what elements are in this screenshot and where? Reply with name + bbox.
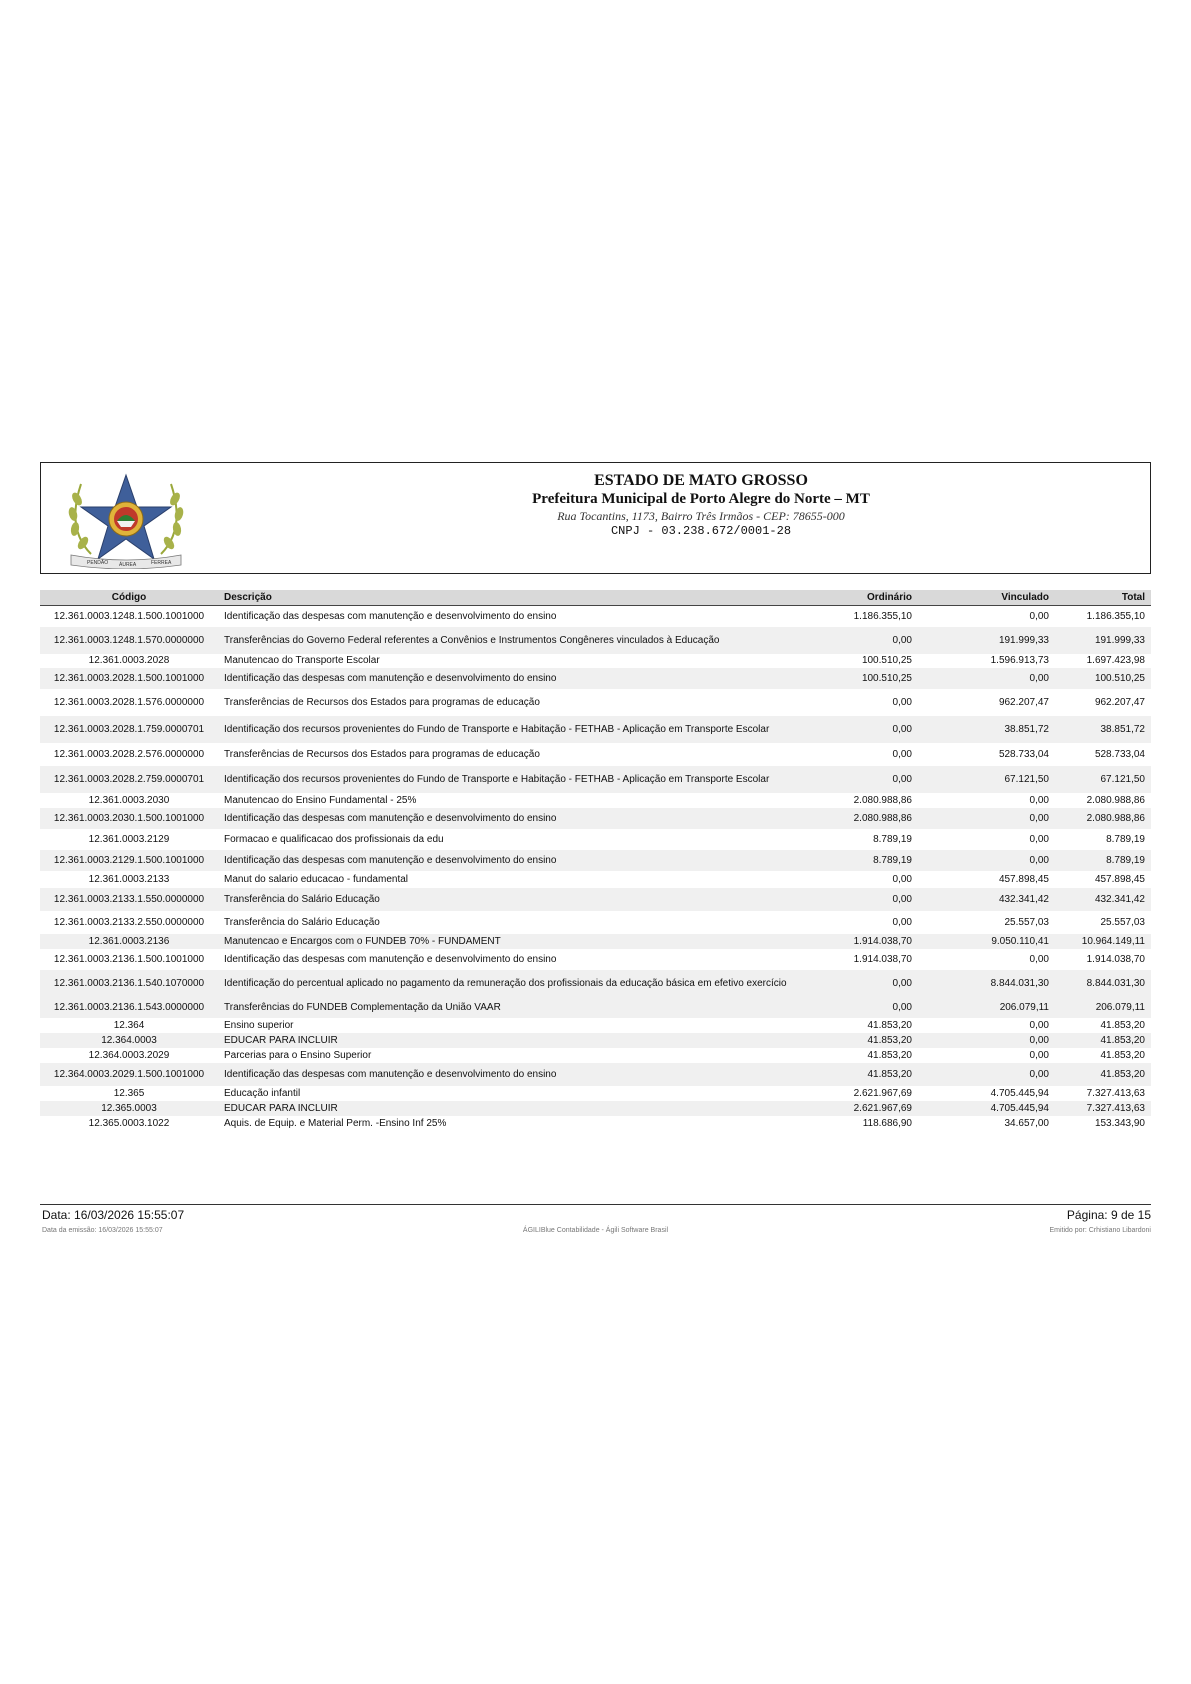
table-header-row [40, 590, 1151, 606]
cell-descricao: Transferências do Governo Federal referentes a Convênios e Instrumentos Congêneres vinculados à Educação [218, 627, 800, 654]
cell-codigo: 12.361.0003.2028.1.759.0000701 [40, 716, 218, 743]
cell-total: 2.080.988,86 [1055, 808, 1151, 829]
col-header-descricao: Descrição [218, 590, 800, 606]
cell-ordinario: 41.853,20 [800, 1063, 918, 1086]
col-header-codigo: Código [40, 590, 218, 606]
cell-vinculado: 0,00 [1029, 794, 1049, 806]
cnpj: CNPJ - 03.238.672/0001-28 [610, 524, 792, 538]
cell-codigo: 12.361.0003.2129 [88, 833, 170, 845]
cell-vinculado: 0,00 [1029, 833, 1049, 845]
cell-vinculado: 432.341,42 [918, 888, 1055, 911]
cell-vinculado: 0,00 [1029, 610, 1049, 622]
cell-total: 528.733,04 [1094, 748, 1145, 760]
cell-ordinario: 100.510,25 [800, 668, 918, 689]
cell-codigo: 12.364.0003.2029.1.500.1001000 [40, 1063, 218, 1086]
cell-vinculado: 67.121,50 [918, 766, 1055, 793]
cell-total: 153.343,90 [1094, 1117, 1145, 1129]
cell-vinculado: 9.050.110,41 [918, 934, 1055, 949]
table-row [40, 888, 1151, 911]
table-row [40, 970, 1151, 997]
cell-vinculado: 38.851,72 [918, 716, 1055, 743]
footer-page-number: Página: 9 de 15 [1066, 1208, 1151, 1222]
table-body [40, 606, 1151, 1131]
crest-motto-1: PENDÃO [87, 560, 109, 566]
table-row [40, 1101, 1151, 1116]
cell-vinculado: 0,00 [1029, 953, 1049, 965]
cell-descricao: Transferência do Salário Educação [218, 888, 800, 911]
report-header [40, 462, 1151, 574]
cell-ordinario: 1.914.038,70 [800, 934, 918, 949]
cell-total: 38.851,72 [1055, 716, 1151, 743]
cell-vinculado: 0,00 [1029, 1049, 1049, 1061]
cell-total: 10.964.149,11 [1055, 934, 1151, 949]
cell-codigo: 12.361.0003.2133 [88, 873, 170, 885]
cell-vinculado: 0,00 [918, 1033, 1055, 1048]
table-row [40, 949, 1151, 970]
cell-codigo: 12.361.0003.2136.1.500.1001000 [53, 953, 205, 965]
cell-descricao: Identificação do percentual aplicado no pagamento da remuneração dos profissionais da educação básica em efetivo exercício [218, 970, 800, 997]
expense-table [40, 590, 1151, 1131]
cell-codigo: 12.361.0003.2030.1.500.1001000 [40, 808, 218, 829]
cell-total: 41.853,20 [1100, 1049, 1145, 1061]
table-row [40, 997, 1151, 1018]
cell-ordinario: 0,00 [800, 766, 918, 793]
cell-ordinario: 8.789,19 [800, 850, 918, 871]
cell-descricao: Identificação das despesas com manutenção e desenvolvimento do ensino [218, 850, 800, 871]
table-row [40, 934, 1151, 949]
cell-ordinario: 0,00 [892, 873, 912, 885]
cell-codigo: 12.361.0003.2133.2.550.0000000 [53, 916, 205, 928]
footer-software: ÁGILIBlue Contabilidade - Ágili Software Brasil [522, 1227, 669, 1234]
cell-vinculado: 0,00 [1029, 1019, 1049, 1031]
cell-descricao: Transferência do Salário Educação [224, 916, 380, 928]
col-header-ordinario: Ordinário [800, 590, 918, 606]
cell-descricao: Transferências de Recursos dos Estados para programas de educação [224, 696, 540, 708]
cell-descricao: Identificação dos recursos provenientes do Fundo de Transporte e Habitação - FETHAB - Aplicação em Transporte Escolar [218, 716, 800, 743]
prefeitura-name: Prefeitura Municipal de Porto Alegre do Norte – MT [532, 491, 870, 507]
table-row [40, 829, 1151, 850]
cell-descricao: Transferências do FUNDEB Complementação da União VAAR [218, 997, 800, 1018]
cell-codigo: 12.361.0003.2028.2.576.0000000 [53, 748, 205, 760]
cell-descricao: Ensino superior [224, 1019, 294, 1031]
cell-ordinario: 0,00 [892, 748, 912, 760]
cell-total: 100.510,25 [1055, 668, 1151, 689]
cell-descricao: EDUCAR PARA INCLUIR [218, 1033, 800, 1048]
cell-ordinario: 0,00 [800, 970, 918, 997]
cell-descricao: Identificação das despesas com manutenção e desenvolvimento do ensino [218, 668, 800, 689]
cell-vinculado: 0,00 [918, 1063, 1055, 1086]
cell-codigo: 12.365.0003 [40, 1101, 218, 1116]
table-row [40, 716, 1151, 743]
cell-descricao: Parcerias para o Ensino Superior [224, 1049, 372, 1061]
cell-total: 206.079,11 [1055, 997, 1151, 1018]
cell-vinculado: 8.844.031,30 [918, 970, 1055, 997]
cell-total: 457.898,45 [1094, 873, 1145, 885]
cell-ordinario: 2.080.988,86 [853, 794, 912, 806]
municipal-crest-logo [51, 469, 201, 569]
table-row [40, 911, 1151, 934]
cell-total: 962.207,47 [1094, 696, 1145, 708]
cell-ordinario: 118.686,90 [862, 1117, 912, 1129]
col-header-vinculado: Vinculado [918, 590, 1055, 606]
cell-codigo: 12.361.0003.2028.2.759.0000701 [40, 766, 218, 793]
cell-total: 8.789,19 [1055, 850, 1151, 871]
cell-ordinario: 1.186.355,10 [853, 610, 912, 622]
cell-vinculado: 0,00 [918, 850, 1055, 871]
cell-descricao: Identificação das despesas com manutenção e desenvolvimento do ensino [218, 1063, 800, 1086]
table-row [40, 871, 1151, 888]
cell-codigo: 12.361.0003.2030 [88, 794, 170, 806]
table-row [40, 689, 1151, 716]
table-row [40, 627, 1151, 654]
cell-vinculado: 25.557,03 [1004, 916, 1049, 928]
table-row [40, 1086, 1151, 1101]
cell-codigo: 12.364.0003 [40, 1033, 218, 1048]
cell-total: 2.080.988,86 [1086, 794, 1145, 806]
cell-ordinario: 41.853,20 [867, 1049, 912, 1061]
cell-total: 41.853,20 [1100, 1019, 1145, 1031]
cell-total: 41.853,20 [1055, 1033, 1151, 1048]
header-text-block [301, 471, 1101, 538]
cell-codigo: 12.361.0003.2028.1.576.0000000 [53, 696, 205, 708]
cell-vinculado: 528.733,04 [998, 748, 1049, 760]
cell-vinculado: 4.705.445,94 [918, 1101, 1055, 1116]
cell-codigo: 12.365 [113, 1087, 145, 1099]
cell-descricao: Manut do salario educacao - fundamental [224, 873, 409, 885]
cell-ordinario: 41.853,20 [800, 1033, 918, 1048]
cell-codigo: 12.361.0003.2129.1.500.1001000 [40, 850, 218, 871]
cell-ordinario: 0,00 [892, 916, 912, 928]
footer-issued-by: Emitido por: Crhistiano Libardoni [1049, 1227, 1151, 1234]
cell-descricao: Transferências de Recursos dos Estados para programas de educação [224, 748, 540, 760]
cell-total: 1.914.038,70 [1086, 953, 1145, 965]
cell-descricao: Identificação das despesas com manutenção e desenvolvimento do ensino [224, 953, 557, 965]
cell-codigo: 12.365.0003.1022 [88, 1117, 170, 1129]
cell-descricao: Identificação dos recursos provenientes do Fundo de Transporte e Habitação - FETHAB - Aplicação em Transporte Escolar [218, 766, 800, 793]
cell-codigo: 12.361.0003.1248.1.500.1001000 [53, 610, 205, 622]
cell-ordinario: 2.621.967,69 [800, 1101, 918, 1116]
cell-vinculado: 962.207,47 [998, 696, 1049, 708]
cell-codigo: 12.361.0003.2136 [40, 934, 218, 949]
table-row [40, 1033, 1151, 1048]
cell-descricao: Aquis. de Equip. e Material Perm. -Ensino Inf 25% [224, 1117, 447, 1129]
cell-codigo: 12.361.0003.2028.1.500.1001000 [40, 668, 218, 689]
cell-codigo: 12.364.0003.2029 [88, 1049, 170, 1061]
table-row [40, 766, 1151, 793]
cell-ordinario: 0,00 [800, 888, 918, 911]
table-row [40, 1018, 1151, 1033]
cell-ordinario: 8.789,19 [873, 833, 912, 845]
cell-total: 8.844.031,30 [1055, 970, 1151, 997]
cell-vinculado: 1.596.913,73 [990, 655, 1049, 666]
crest-motto-2: ÁUREA [119, 562, 137, 568]
cell-ordinario: 0,00 [800, 997, 918, 1018]
crest-motto-3: FERREA [151, 560, 172, 566]
cell-descricao: EDUCAR PARA INCLUIR [218, 1101, 800, 1116]
cell-ordinario: 41.853,20 [867, 1019, 912, 1031]
cell-vinculado: 0,00 [918, 808, 1055, 829]
cell-descricao: Formacao e qualificacao dos profissionais da edu [224, 833, 444, 845]
cell-total: 25.557,03 [1100, 916, 1145, 928]
cell-total: 7.327.413,63 [1086, 1087, 1145, 1099]
cell-total: 432.341,42 [1055, 888, 1151, 911]
footer-date: Data: 16/03/2026 15:55:07 [42, 1208, 185, 1222]
cell-codigo: 12.364 [113, 1019, 145, 1031]
col-header-total: Total [1055, 590, 1151, 606]
cell-vinculado: 0,00 [918, 668, 1055, 689]
cell-total: 191.999,33 [1055, 627, 1151, 654]
cell-ordinario: 2.621.967,69 [853, 1087, 912, 1099]
cell-vinculado: 457.898,45 [998, 873, 1049, 885]
state-name: ESTADO DE MATO GROSSO [594, 472, 808, 489]
address: Rua Tocantins, 1173, Bairro Três Irmãos - CEP: 78655-000 [557, 509, 845, 523]
cell-vinculado: 34.657,00 [1004, 1117, 1049, 1129]
table-row [40, 606, 1151, 627]
cell-descricao: Manutencao do Ensino Fundamental - 25% [224, 794, 417, 806]
footer-divider [40, 1204, 1151, 1205]
cell-codigo: 12.361.0003.2136.1.543.0000000 [40, 997, 218, 1018]
cell-vinculado: 191.999,33 [918, 627, 1055, 654]
cell-codigo: 12.361.0003.2136.1.540.1070000 [40, 970, 218, 997]
table-row [40, 743, 1151, 766]
cell-ordinario: 0,00 [800, 627, 918, 654]
table-row [40, 850, 1151, 871]
cell-total: 67.121,50 [1055, 766, 1151, 793]
cell-descricao: Educação infantil [224, 1087, 301, 1099]
cell-descricao: Manutencao e Encargos com o FUNDEB 70% - FUNDAMENT [218, 934, 800, 949]
cell-vinculado: 4.705.445,94 [990, 1087, 1049, 1099]
table-row [40, 1048, 1151, 1063]
cell-total: 41.853,20 [1055, 1063, 1151, 1086]
table-row [40, 654, 1151, 668]
cell-ordinario: 0,00 [800, 716, 918, 743]
cell-total: 8.789,19 [1106, 833, 1145, 845]
cell-ordinario: 2.080.988,86 [800, 808, 918, 829]
table-row [40, 668, 1151, 689]
cell-total: 7.327.413,63 [1055, 1101, 1151, 1116]
cell-descricao: Manutencao do Transporte Escolar [224, 655, 380, 666]
table-row [40, 793, 1151, 808]
cell-descricao: Identificação das despesas com manutenção e desenvolvimento do ensino [218, 808, 800, 829]
cell-total: 1.697.423,98 [1086, 655, 1145, 666]
table-row [40, 1063, 1151, 1086]
cell-codigo: 12.361.0003.1248.1.570.0000000 [40, 627, 218, 654]
table-row [40, 808, 1151, 829]
cell-vinculado: 206.079,11 [918, 997, 1055, 1018]
table-row [40, 1116, 1151, 1131]
cell-ordinario: 0,00 [892, 696, 912, 708]
cell-total: 1.186.355,10 [1086, 610, 1145, 622]
footer-emission-date: Data da emissão: 16/03/2026 15:55:07 [42, 1227, 163, 1234]
cell-descricao: Identificação das despesas com manutenção e desenvolvimento do ensino [224, 610, 557, 622]
cell-codigo: 12.361.0003.2028 [88, 655, 170, 666]
cell-codigo: 12.361.0003.2133.1.550.0000000 [40, 888, 218, 911]
cell-ordinario: 1.914.038,70 [853, 953, 912, 965]
cell-ordinario: 100.510,25 [861, 655, 912, 666]
